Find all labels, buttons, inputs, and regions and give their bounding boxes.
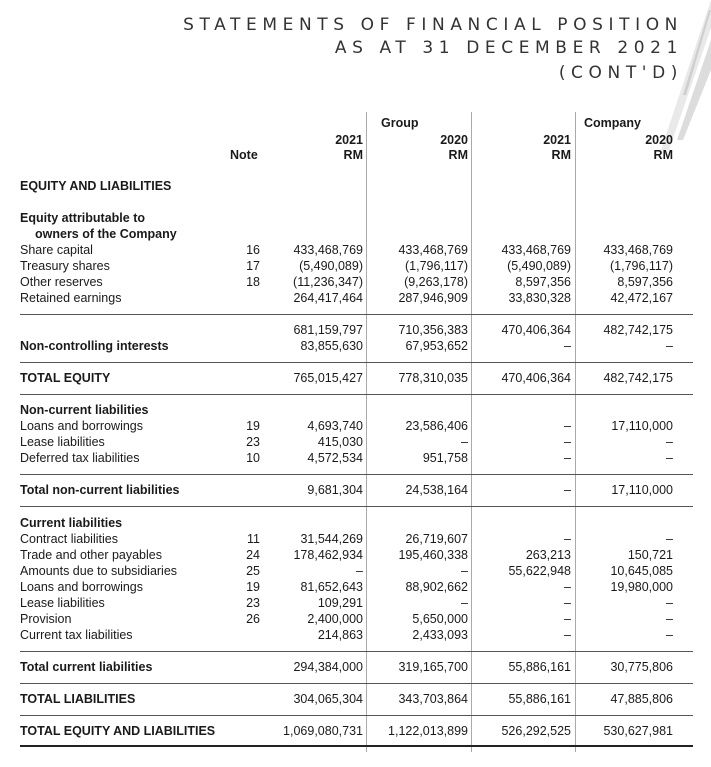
value-company-2020: 19,980,000: [610, 580, 673, 594]
value-company-2020: 150,721: [627, 548, 673, 562]
row-label: Deferred tax liabilities: [20, 451, 140, 465]
statement-date: AS AT 31 DECEMBER 2021: [334, 38, 683, 58]
row-note: 23: [246, 596, 260, 610]
row-label: Lease liabilities: [20, 435, 105, 449]
col-company-2020-unit: RM: [653, 148, 673, 162]
row-cl-contract-liabilities: [0, 531, 711, 547]
value-company-2020: 10,645,085: [610, 564, 673, 578]
row-label: Current liabilities: [20, 516, 123, 530]
value-company-2021: –: [564, 628, 571, 642]
divider: [20, 314, 693, 315]
row-label: Loans and borrowings: [20, 580, 143, 594]
value-company-2021: –: [564, 483, 571, 497]
value-group-2021: 178,462,934: [293, 548, 363, 562]
value-group-2021: 83,855,630: [300, 339, 363, 353]
value-group-2021: –: [356, 564, 363, 578]
value-company-2020: –: [666, 628, 673, 642]
value-company-2021: –: [564, 339, 571, 353]
value-group-2020: 195,460,338: [398, 548, 468, 562]
bottom-rule: [20, 745, 693, 747]
value-company-2020: 17,110,000: [611, 483, 673, 497]
value-company-2021: –: [564, 596, 571, 610]
row-note: 17: [246, 259, 260, 273]
row-cl-provision: [0, 611, 711, 627]
row-label: Share capital: [20, 243, 93, 257]
value-company-2020: 530,627,981: [603, 724, 673, 738]
value-company-2020: –: [666, 612, 673, 626]
row-label: Retained earnings: [20, 291, 122, 305]
value-company-2020: –: [666, 339, 673, 353]
divider: [20, 651, 693, 652]
value-company-2020: –: [666, 532, 673, 546]
row-label: Current tax liabilities: [20, 628, 133, 642]
col-group-2021-year: 2021: [335, 133, 363, 147]
statement-continued: (CONT'D): [558, 63, 683, 83]
value-group-2021: 304,065,304: [293, 692, 363, 706]
row-label: owners of the Company: [35, 227, 177, 241]
value-company-2020: –: [666, 596, 673, 610]
value-group-2020: 343,703,864: [398, 692, 468, 706]
value-group-2021: 109,291: [317, 596, 363, 610]
value-company-2021: –: [564, 612, 571, 626]
divider: [20, 394, 693, 395]
divider: [20, 506, 693, 507]
value-company-2020: 8,597,356: [617, 275, 673, 289]
row-label: Non-current liabilities: [20, 403, 149, 417]
row-note: 23: [246, 435, 260, 449]
value-group-2020: 26,719,607: [405, 532, 468, 546]
row-label: Total current liabilities: [20, 660, 153, 674]
row-non-controlling-interests: [0, 338, 711, 354]
value-group-2020: 2,433,093: [412, 628, 468, 642]
col-group-2021-unit: RM: [343, 148, 363, 162]
value-group-2020: –: [461, 564, 468, 578]
value-group-2020: 433,468,769: [398, 243, 468, 257]
row-label: Total non-current liabilities: [20, 483, 180, 497]
value-group-2020: –: [461, 596, 468, 610]
row-treasury-shares: [0, 258, 711, 274]
row-label: Contract liabilities: [20, 532, 118, 546]
value-group-2020: 319,165,700: [398, 660, 468, 674]
row-ncl-loans-borrowings: [0, 418, 711, 434]
value-group-2021: 9,681,304: [307, 483, 363, 497]
value-company-2021: 433,468,769: [501, 243, 571, 257]
row-label: EQUITY AND LIABILITIES: [20, 179, 172, 193]
row-label: Equity attributable to: [20, 211, 145, 225]
row-label: Loans and borrowings: [20, 419, 143, 433]
row-note: 24: [246, 548, 260, 562]
value-group-2020: 287,946,909: [398, 291, 468, 305]
value-group-2020: 24,538,164: [405, 483, 468, 497]
row-equity-subtotal: [0, 322, 711, 338]
value-company-2021: 8,597,356: [515, 275, 571, 289]
col-group-2020-unit: RM: [448, 148, 468, 162]
value-group-2021: 2,400,000: [307, 612, 363, 626]
value-group-2021: 81,652,643: [300, 580, 363, 594]
value-company-2021: –: [564, 435, 571, 449]
value-company-2021: –: [564, 451, 571, 465]
value-company-2021: 55,886,161: [508, 660, 571, 674]
row-share-capital: [0, 242, 711, 258]
row-label: TOTAL EQUITY: [20, 371, 111, 385]
value-group-2021: (5,490,089): [299, 259, 363, 273]
value-company-2021: 33,830,328: [508, 291, 571, 305]
row-note: 11: [247, 532, 260, 546]
row-note: 19: [246, 419, 260, 433]
row-label: TOTAL EQUITY AND LIABILITIES: [20, 724, 216, 738]
value-company-2021: (5,490,089): [507, 259, 571, 273]
subheading-owners-of-company: [0, 226, 711, 242]
value-group-2021: 415,030: [317, 435, 363, 449]
row-label: Other reserves: [20, 275, 103, 289]
row-total-liabilities: [0, 691, 711, 707]
value-group-2020: 5,650,000: [412, 612, 468, 626]
value-company-2021: 55,886,161: [508, 692, 571, 706]
row-cl-current-tax: [0, 627, 711, 643]
row-cl-trade-payables: [0, 547, 711, 563]
row-ncl-deferred-tax: [0, 450, 711, 466]
value-group-2020: (9,263,178): [404, 275, 468, 289]
col-company-2020-year: 2020: [645, 133, 673, 147]
row-note: 19: [246, 580, 260, 594]
row-label: Amounts due to subsidiaries: [20, 564, 178, 578]
value-company-2021: 55,622,948: [508, 564, 571, 578]
note-header: Note: [230, 148, 258, 162]
value-group-2021: 765,015,427: [293, 371, 363, 385]
value-company-2020: (1,796,117): [609, 259, 673, 273]
value-company-2020: 17,110,000: [611, 419, 673, 433]
row-note: 10: [246, 451, 260, 465]
row-total-equity-and-liabilities: [0, 723, 711, 739]
value-company-2020: 433,468,769: [603, 243, 673, 257]
value-group-2020: (1,796,117): [404, 259, 468, 273]
value-group-2021: 294,384,000: [293, 660, 363, 674]
value-group-2020: 67,953,652: [405, 339, 468, 353]
value-company-2021: –: [564, 580, 571, 594]
value-company-2021: –: [564, 532, 571, 546]
row-note: 16: [246, 243, 260, 257]
divider: [20, 474, 693, 475]
value-group-2021: 31,544,269: [300, 532, 363, 546]
subheading-current-liabilities: [0, 515, 711, 531]
value-company-2020: 42,472,167: [610, 291, 673, 305]
row-retained-earnings: [0, 290, 711, 306]
subheading-non-current-liabilities: [0, 402, 711, 418]
row-total-non-current-liabilities: [0, 482, 711, 498]
group-header: Group: [381, 116, 419, 130]
row-other-reserves: [0, 274, 711, 290]
row-label: Treasury shares: [20, 259, 110, 273]
value-group-2021: 4,572,534: [307, 451, 363, 465]
row-ncl-lease-liabilities: [0, 434, 711, 450]
divider: [20, 683, 693, 684]
value-group-2021: 1,069,080,731: [283, 724, 363, 738]
row-note: 25: [246, 564, 260, 578]
section-heading-equity-liabilities: [0, 178, 711, 194]
row-label: TOTAL LIABILITIES: [20, 692, 136, 706]
value-group-2021: 4,693,740: [307, 419, 363, 433]
col-company-2021-year: 2021: [543, 133, 571, 147]
row-cl-amounts-due-subsidiaries: [0, 563, 711, 579]
value-company-2021: 263,213: [525, 548, 571, 562]
value-company-2020: –: [666, 435, 673, 449]
value-company-2021: 526,292,525: [501, 724, 571, 738]
statement-title: STATEMENTS OF FINANCIAL POSITION: [183, 15, 683, 35]
value-group-2020: 710,356,383: [398, 323, 468, 337]
value-group-2021: (11,236,347): [293, 275, 363, 289]
value-company-2021: –: [564, 419, 571, 433]
col-group-2020-year: 2020: [440, 133, 468, 147]
col-company-2021-unit: RM: [551, 148, 571, 162]
value-company-2020: –: [666, 451, 673, 465]
row-total-current-liabilities: [0, 659, 711, 675]
subheading-equity-attributable: [0, 210, 711, 226]
value-company-2020: 482,742,175: [603, 323, 673, 337]
value-group-2020: 778,310,035: [398, 371, 468, 385]
value-company-2021: 470,406,364: [501, 371, 571, 385]
value-company-2020: 30,775,806: [610, 660, 673, 674]
value-group-2021: 264,417,464: [293, 291, 363, 305]
value-company-2021: 470,406,364: [501, 323, 571, 337]
row-cl-lease-liabilities: [0, 595, 711, 611]
value-group-2020: 88,902,662: [405, 580, 468, 594]
row-total-equity: [0, 370, 711, 386]
value-group-2021: 681,159,797: [293, 323, 363, 337]
company-header: Company: [584, 116, 641, 130]
value-company-2020: 47,885,806: [610, 692, 673, 706]
row-cl-loans-borrowings: [0, 579, 711, 595]
value-group-2020: 951,758: [422, 451, 468, 465]
row-label: Lease liabilities: [20, 596, 105, 610]
value-company-2020: 482,742,175: [603, 371, 673, 385]
row-label: Non-controlling interests: [20, 339, 169, 353]
value-group-2020: –: [461, 435, 468, 449]
row-note: 18: [246, 275, 260, 289]
row-label: Trade and other payables: [20, 548, 162, 562]
value-group-2020: 1,122,013,899: [388, 724, 468, 738]
value-group-2021: 214,863: [317, 628, 363, 642]
value-group-2020: 23,586,406: [405, 419, 468, 433]
row-note: 26: [246, 612, 260, 626]
divider: [20, 715, 693, 716]
value-group-2021: 433,468,769: [293, 243, 363, 257]
divider: [20, 362, 693, 363]
row-label: Provision: [20, 612, 72, 626]
